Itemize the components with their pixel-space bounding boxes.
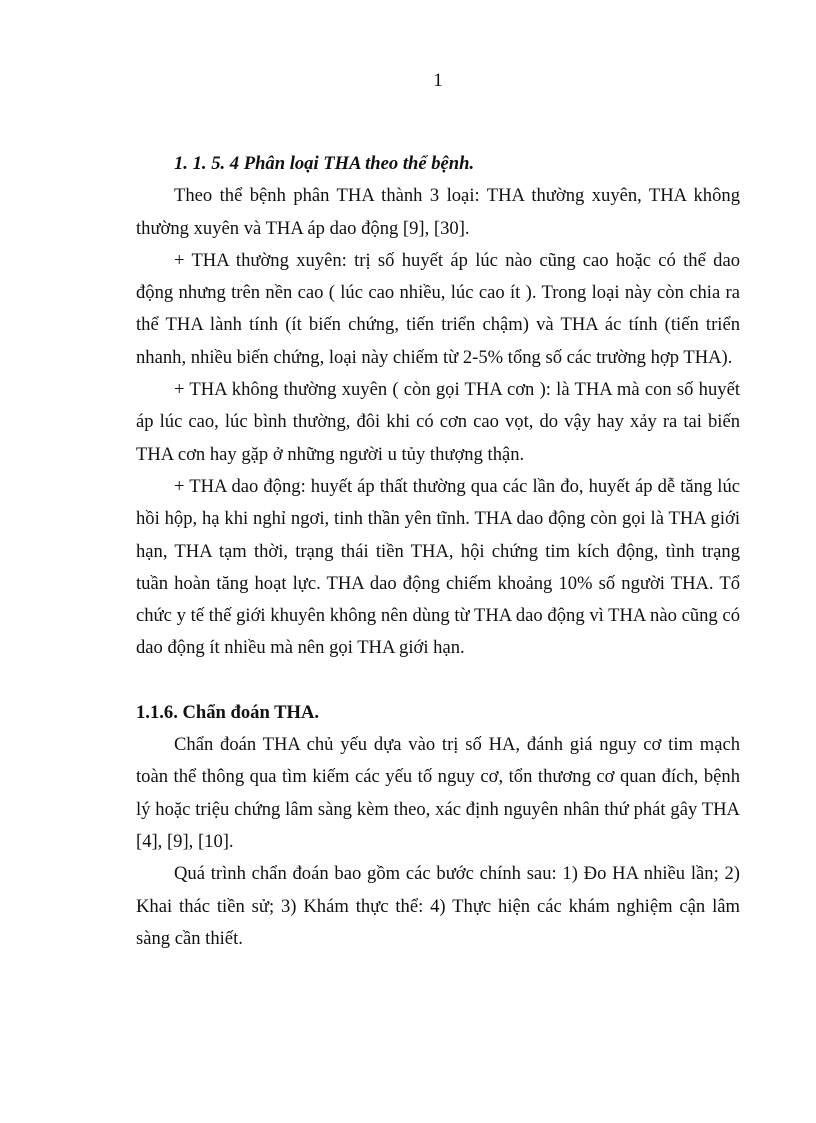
paragraph-diagnosis: Chẩn đoán THA chủ yếu dựa vào trị số HA, đánh giá nguy cơ tim mạch toàn thể thông qua tìm kiếm các yếu tố nguy cơ, tổn thương cơ quan đích, bệnh lý hoặc triệu chứng lâm sàng kèm theo, xác định nguyên nhân thứ phát gây THA [4], [9], [10].: [136, 734, 740, 852]
document-body: [136, 148, 740, 955]
section-heading-classification: 1. 1. 5. 4 Phân loại THA theo thể bệnh.: [174, 153, 475, 174]
paragraph-persistent: + THA thường xuyên: trị số huyết áp lúc nào cũng cao hoặc có thể dao động nhưng trên nền cao ( lúc cao nhiều, lúc cao ít ). Trong loại này còn chia ra thể THA lành tính (ít biến chứng, tiến triển chậm) và THA ác tính (tiến triển nhanh, nhiều biến chứng, loại này chiếm từ 2-5% tổng số các trường hợp THA).: [136, 249, 740, 368]
page-number: 1: [433, 70, 443, 91]
paragraph-paroxysmal: + THA không thường xuyên ( còn gọi THA cơn ): là THA mà con số huyết áp lúc cao, lúc bình thường, đôi khi có cơn cao vọt, do vậy hay xảy ra tai biến THA cơn hay gặp ở những người u tủy thượng thận.: [136, 379, 740, 465]
paragraph-intro: Theo thể bệnh phân THA thành 3 loại: THA thường xuyên, THA không thường xuyên và THA áp dao động [9], [30].: [136, 185, 740, 239]
section-gap: [136, 665, 740, 697]
section-heading-diagnosis: 1.1.6. Chẩn đoán THA.: [136, 701, 320, 723]
paragraph-fluctuating: + THA dao động: huyết áp thất thường qua các lần đo, huyết áp dễ tăng lúc hồi hộp, hạ khi nghỉ ngơi, tinh thần yên tĩnh. THA dao động còn gọi là THA giới hạn, THA tạm thời, trạng thái tiền THA, hội chứng tim kích động, tình trạng tuần hoàn tăng hoạt lực. THA dao động chiếm khoảng 10% số người THA. Tổ chức y tế thế giới khuyên không nên dùng từ THA dao động vì THA nào cũng có dao động ít nhiều mà nên gọi THA giới hạn.: [136, 475, 740, 659]
paragraph-diagnosis-steps: Quá trình chẩn đoán bao gồm các bước chính sau: 1) Đo HA nhiều lần; 2) Khai thác tiền sử; 3) Khám thực thể: 4) Thực hiện các khám nghiệm cận lâm sàng cần thiết.: [136, 863, 740, 949]
